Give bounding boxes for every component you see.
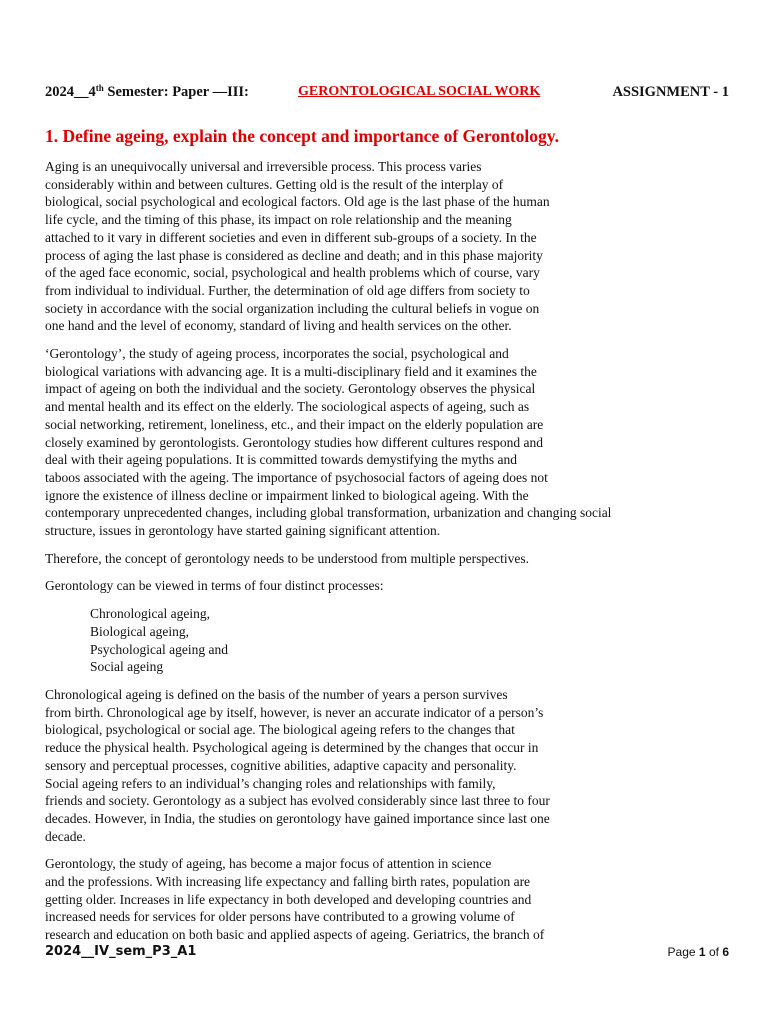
page-number: Page 1 of 6 — [667, 945, 729, 959]
paragraph-therefore: Therefore, the concept of gerontology needs to be understood from multiple perspectives. — [45, 550, 529, 566]
assignment-label: ASSIGNMENT - 1 — [612, 84, 729, 100]
semester-paper-label: 2024__4th Semester: Paper —III: — [45, 83, 249, 100]
text-line: Chronological ageing is defined on the basis of the number of years a person survives — [45, 686, 508, 702]
text-line: from birth. Chronological age by itself, however, is never an accurate indicator of a person’s — [45, 704, 544, 720]
text-line: sensory and perceptual processes, cognitive abilities, adaptive capacity and personality. — [45, 757, 517, 773]
question-heading: 1. Define ageing, explain the concept and importance of Gerontology. — [45, 126, 559, 146]
text-line: process of aging the last phase is considered as decline and death; and in this phase majority — [45, 247, 543, 263]
text-line: getting older. Increases in life expectancy in both developed and developing countries and — [45, 891, 532, 907]
text-line: biological, social psychological and ecological factors. Old age is the last phase of the human — [45, 194, 550, 210]
text-line: from individual to individual. Further, the determination of old age differs from society to — [45, 282, 530, 298]
paragraph-gerontology — [45, 345, 745, 540]
text-line: decade. — [45, 828, 86, 844]
text-line: one hand and the level of economy, standard of living and health services on the other. — [45, 318, 512, 334]
list-item: Social ageing — [90, 659, 164, 675]
text-line: and mental health and its effect on the elderly. The sociological aspects of ageing, such as — [45, 399, 530, 415]
text-line: and the professions. With increasing life expectancy and falling birth rates, population are — [45, 874, 531, 890]
text-line: ignore the existence of illness decline or impairment linked to biological ageing. With the — [45, 487, 529, 503]
text-line: increased needs for services for older persons have contributed to a growing volume of — [45, 909, 515, 925]
text-line: of the aged face economic, social, psychological and health problems which of course, vary — [45, 265, 540, 281]
text-line: life cycle, and the timing of this phase, its impact on role relationship and the meaning — [45, 212, 512, 228]
document-code: 2024__IV_sem_P3_A1 — [45, 944, 197, 959]
course-title-link[interactable]: GERONTOLOGICAL SOCIAL WORK — [298, 84, 541, 99]
ageing-process-list — [90, 605, 745, 676]
paragraph-aging-definition — [45, 158, 745, 335]
text-line: attached to it vary in different societies and even in different sub-groups of a society. In the — [45, 229, 537, 245]
text-line: Social ageing refers to an individual’s changing roles and relationships with family, — [45, 775, 496, 791]
text-line: structure, issues in gerontology have started gaining significant attention. — [45, 523, 441, 539]
paragraph-four-processes: Gerontology can be viewed in terms of four distinct processes: — [45, 578, 384, 594]
paragraph-gerontology-focus — [45, 855, 745, 944]
text-line: taboos associated with the ageing. The importance of psychosocial factors of ageing does not — [45, 469, 548, 485]
text-line: Aging is an unequivocally universal and irreversible process. This process varies — [45, 159, 482, 174]
document-body — [45, 158, 745, 954]
paragraph-chronological-ageing — [45, 686, 745, 845]
document-footer — [45, 944, 729, 962]
text-line: social networking, retirement, loneliness, etc., and their impact on the elderly population are — [45, 416, 544, 432]
list-item: Psychological ageing and — [90, 641, 228, 657]
list-item: Biological ageing, — [90, 623, 189, 639]
text-line: decades. However, in India, the studies on gerontology have gained importance since last one — [45, 810, 550, 826]
document-header — [45, 84, 729, 104]
text-line: biological variations with advancing age. It is a multi-disciplinary field and it examines the — [45, 363, 537, 379]
text-line: friends and society. Gerontology as a subject has evolved considerably since last three to four — [45, 793, 550, 809]
list-item: Chronological ageing, — [90, 606, 210, 622]
text-line: closely examined by gerontologists. Gerontology studies how different cultures respond and — [45, 434, 544, 450]
text-line: society in accordance with the social organization including the cultural beliefs in vogue on — [45, 300, 540, 316]
text-line: ‘Gerontology’, the study of ageing process, incorporates the social, psychological and — [45, 346, 509, 362]
text-line: biological, psychological or social age. The biological ageing refers to the changes that — [45, 722, 515, 738]
text-line: contemporary unprecedented changes, including global transformation, urbanization and changing social — [45, 505, 612, 521]
text-line: Gerontology, the study of ageing, has become a major focus of attention in science — [45, 856, 492, 872]
text-line: considerably within and between cultures. Getting old is the result of the interplay of — [45, 176, 504, 192]
text-line: deal with their ageing populations. It is committed towards demystifying the myths and — [45, 452, 518, 468]
text-line: research and education on both basic and applied aspects of ageing. Geriatrics, the branch of — [45, 927, 545, 943]
text-line: impact of ageing on both the individual and the society. Gerontology observes the physical — [45, 381, 536, 397]
text-line: reduce the physical health. Psychological ageing is determined by the changes that occur in — [45, 740, 539, 756]
